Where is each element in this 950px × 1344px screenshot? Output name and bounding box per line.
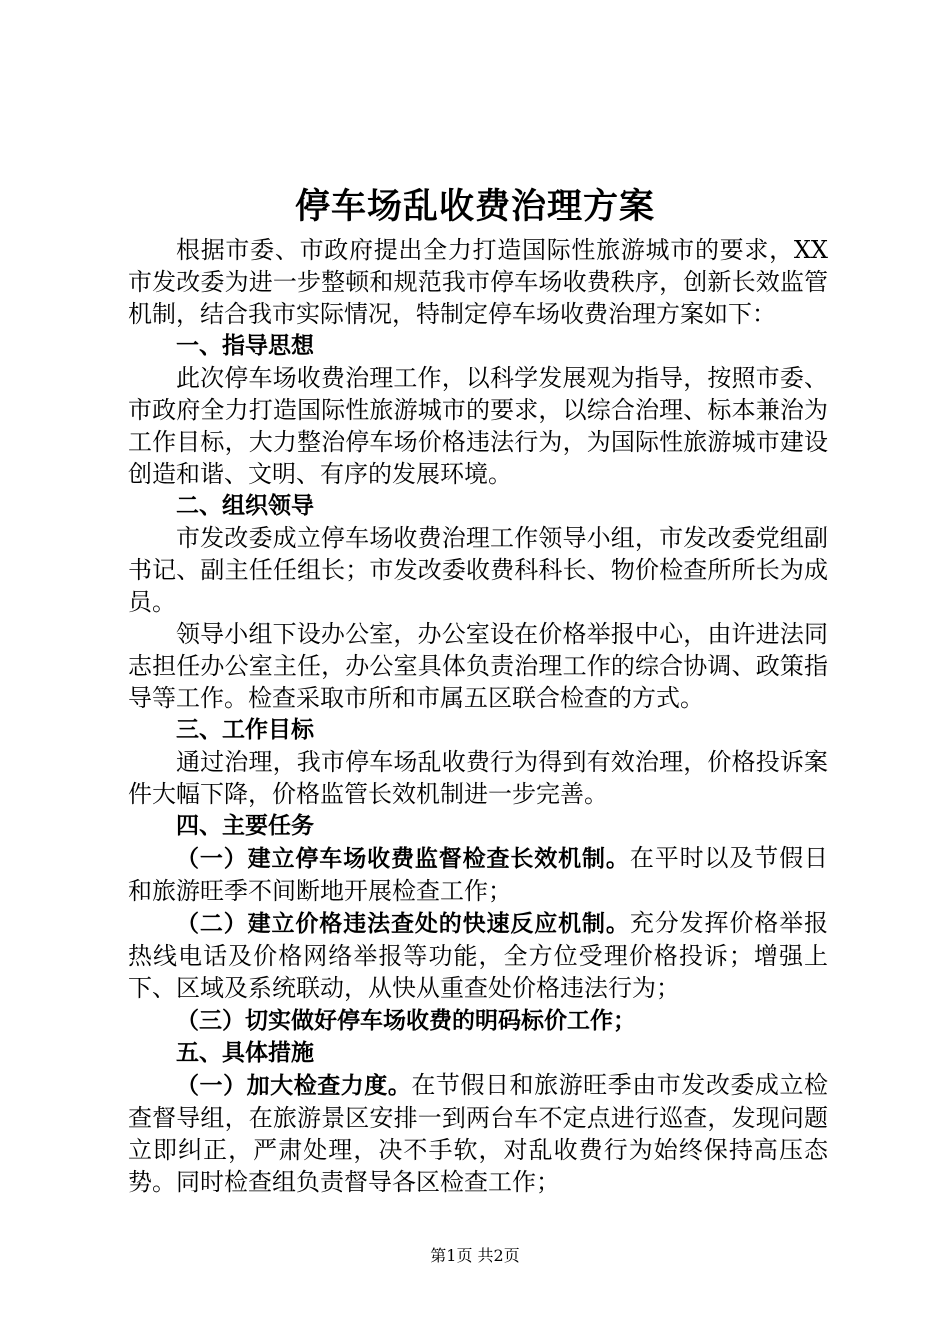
intro-paragraph: 根据市委、市政府提出全力打造国际性旅游城市的要求，XX市发改委为进一步整顿和规范我市停车场收费秩序，创新长效监管机制，结合我市实际情况，特制定停车场收费治理方案如下： bbox=[128, 236, 828, 328]
guiding-ideology-paragraph: 此次停车场收费治理工作，以科学发展观为指导，按照市委、市政府全力打造国际性旅游城市的要求，以综合治理、标本兼治为工作目标，大力整治停车场价格违法行为，为国际性旅游城市建设创造和谐、文明、有序的发展环境。 bbox=[128, 364, 828, 488]
document-body bbox=[128, 234, 828, 1198]
section-heading-leadership: 二、组织领导 bbox=[176, 493, 314, 519]
document-title: 停车场乱收费治理方案 bbox=[294, 187, 655, 227]
section-heading-main-tasks: 四、主要任务 bbox=[176, 813, 314, 839]
task-1-text: 在平时以及节假日和旅游旺季不间断地开展检查工作； bbox=[128, 844, 829, 905]
measure-1-title: （一）加大检查力度。 bbox=[176, 1073, 412, 1099]
leadership-paragraph-2: 领导小组下设办公室，办公室设在价格举报中心，由许进法同志担任办公室主任，办公室具体负责治理工作的综合协调、政策指导等工作。检查采取市所和市属五区联合检查的方式。 bbox=[128, 620, 828, 712]
task-item-2 bbox=[128, 907, 828, 1004]
leadership-paragraph-1: 市发改委成立停车场收费治理工作领导小组，市发改委党组副书记、副主任任组长；市发改委收费科科长、物价检查所所长为成员。 bbox=[128, 524, 828, 616]
section-heading-goals: 三、工作目标 bbox=[176, 717, 314, 743]
section-heading-guiding-ideology: 一、指导思想 bbox=[176, 333, 314, 359]
task-1-title: （一）建立停车场收费监督检查长效机制。 bbox=[176, 846, 630, 872]
task-3-title: （三）切实做好停车场收费的明码标价工作； bbox=[176, 1008, 636, 1034]
section-heading-measures: 五、具体措施 bbox=[176, 1040, 314, 1066]
task-2-title: （二）建立价格违法查处的快速反应机制。 bbox=[176, 911, 630, 937]
measure-1-text: 在节假日和旅游旺季由市发改委成立检查督导组，在旅游景区安排一到两台车不定点进行巡查，发现问题立即纠正，严肃处理，决不手软，对乱收费行为始终保持高压态势。同时检查组负责督导各区检查工作； bbox=[128, 1071, 829, 1196]
page-number: 第1页 共2页 bbox=[430, 1246, 520, 1265]
task-2-text: 充分发挥价格举报热线电话及价格网络举报等功能，全方位受理价格投诉；增强上下、区域及系统联动，从快从重查处价格违法行为； bbox=[128, 909, 829, 1002]
goals-paragraph: 通过治理，我市停车场乱收费行为得到有效治理，价格投诉案件大幅下降，价格监管长效机制进一步完善。 bbox=[128, 748, 828, 808]
measure-item-1 bbox=[128, 1069, 828, 1198]
task-item-1 bbox=[128, 842, 828, 907]
task-item-3 bbox=[128, 1004, 828, 1037]
